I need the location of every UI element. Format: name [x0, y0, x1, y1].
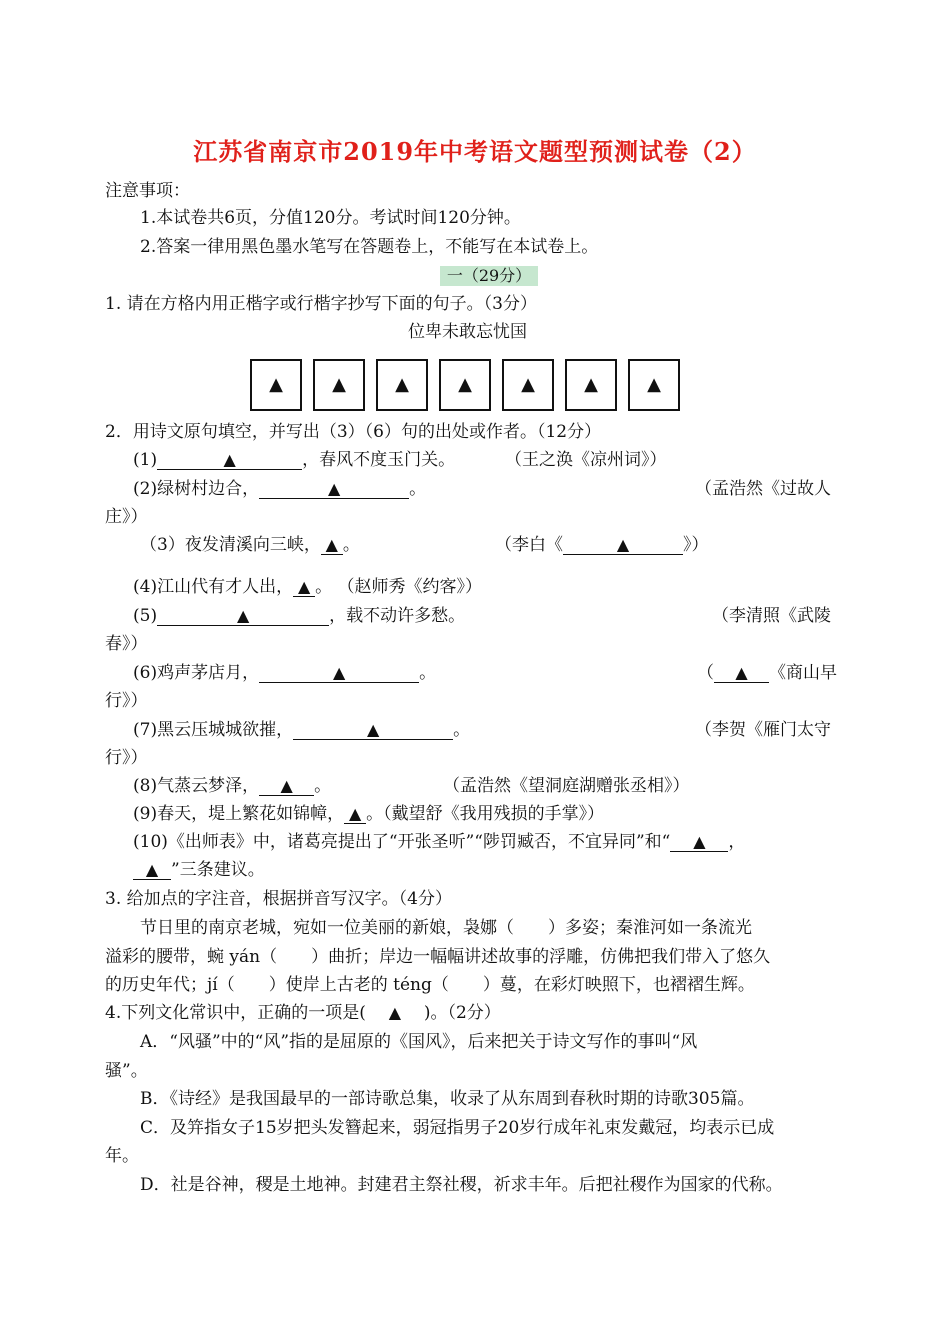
answer-blank: ▲ [259, 662, 419, 683]
q2-line-3: （3）夜发清溪向三峡， ▲ 。 [140, 535, 360, 555]
q2-line-7-source-cont: 行》） [105, 748, 148, 768]
answer-box: ▲ [439, 359, 491, 411]
q3-stem: 3. 给加点的字注音，根据拼音写汉字。（4分） [105, 889, 452, 909]
answer-blank: ▲ [157, 449, 302, 470]
answer-box: ▲ [628, 359, 680, 411]
q4-option-d: D．社是谷神，稷是土地神。封建君主祭社稷，祈求丰年。后把社稷作为国家的代称。 [140, 1175, 783, 1195]
q2-line-6-source: （ ▲ 《商山早 [697, 663, 837, 683]
answer-box: ▲ [313, 359, 365, 411]
q2-line-1-source: （王之涣《凉州词》） [505, 450, 667, 470]
q1-sentence: 位卑未敢忘忧国 [408, 322, 527, 342]
q4-option-b: B．《诗经》是我国最早的一部诗歌总集，收录了从东周到春秋时期的诗歌305篇。 [140, 1089, 755, 1109]
q2-stem: 2．用诗文原句填空，并写出（3）（6）句的出处或作者。（12分） [105, 422, 602, 442]
q2-line-5-source-cont: 春》） [105, 634, 148, 654]
answer-blank: ▲ [670, 831, 728, 852]
q2-line-2-source: （孟浩然《过故人 [695, 479, 831, 499]
q2-line-8-source: （孟浩然《望洞庭湖赠张丞相》） [443, 776, 690, 796]
q2-line-5: (5) ▲ ，载不动许多愁。 [133, 606, 466, 626]
q4-stem: 4.下列文化常识中，正确的一项是( ▲ )。（2分） [105, 1003, 501, 1023]
q4-option-c-cont: 年。 [105, 1146, 139, 1166]
q2-line-3-source: （李白《 ▲ 》） [495, 535, 709, 555]
q2-line-7: (7)黑云压城城欲摧， ▲ 。 [133, 720, 471, 740]
q4-option-a: A．“风骚”中的“风”指的是屈原的《国风》，后来把关于诗文写作的事叫“风 [140, 1032, 698, 1052]
q2-line-6-source-cont: 行》） [105, 691, 148, 711]
q2-line-8: (8)气蒸云梦泽， ▲ 。 [133, 776, 332, 796]
q4-option-c: C．及笄指女子15岁把头发簪起来，弱冠指男子20岁行成年礼束发戴冠，均表示已成 [140, 1118, 775, 1138]
q3-para-line-1: 节日里的南京老城，宛如一位美丽的新娘，袅娜（ ）多姿；秦淮河如一条流光 [140, 918, 752, 938]
notice-item-2: 2.答案一律用黑色墨水笔写在答题卷上，不能写在本试卷上。 [140, 237, 599, 257]
notice-heading: 注意事项： [105, 181, 190, 201]
answer-blank: ▲ [714, 662, 769, 683]
q2-line-2: (2)绿树村边合， ▲ 。 [133, 479, 427, 499]
answer-blank: ▲ [344, 803, 366, 824]
q1-stem: 1. 请在方格内用正楷字或行楷字抄写下面的句子。（3分） [105, 294, 537, 314]
q4-option-a-cont: 骚”。 [105, 1061, 148, 1081]
answer-blank: ▲ [157, 605, 329, 626]
q2-line-9: (9)春天，堤上繁花如锦幛， ▲ 。（戴望舒《我用残损的手掌》） [133, 804, 605, 824]
q3-para-line-3: 的历史年代；jí（ ）使岸上古老的 téng（ ）蔓，在彩灯映照下，也褶褶生辉。 [105, 975, 755, 995]
q2-line-10: (10)《出师表》中，诸葛亮提出了“开张圣听”“陟罚臧否，不宜异同”和“ ▲ ， [133, 832, 746, 852]
q2-line-4: (4)江山代有才人出， ▲ 。 （赵师秀《约客》） [133, 577, 482, 597]
answer-blank: ▲ [293, 576, 315, 597]
document-title: 江苏省南京市2019年中考语文题型预测试卷（2） [193, 137, 757, 166]
answer-blank: ▲ [321, 534, 343, 555]
notice-item-1: 1.本试卷共6页，分值120分。考试时间120分钟。 [140, 208, 521, 228]
answer-blank: ▲ [388, 1003, 402, 1022]
q2-line-1: (1) ▲ ，春风不度玉门关。 [133, 450, 456, 470]
answer-box: ▲ [565, 359, 617, 411]
q2-line-6: (6)鸡声茅店月， ▲ 。 [133, 663, 437, 683]
section-heading: 一（29分） [440, 266, 538, 286]
answer-blank: ▲ [259, 478, 409, 499]
q2-line-5-source: （李清照《武陵 [712, 606, 831, 626]
q2-line-2-source-cont: 庄》） [105, 507, 148, 527]
answer-box: ▲ [250, 359, 302, 411]
q1-answer-grid [250, 359, 690, 411]
answer-blank: ▲ [293, 719, 453, 740]
q2-line-10-cont: ▲ ”三条建议。 [133, 859, 265, 881]
answer-blank: ▲ [259, 775, 314, 796]
answer-blank: ▲ [133, 859, 171, 880]
answer-box: ▲ [376, 359, 428, 411]
answer-blank: ▲ [563, 534, 683, 555]
answer-box: ▲ [502, 359, 554, 411]
q3-para-line-2: 溢彩的腰带，蜿 yán（ ）曲折；岸边一幅幅讲述故事的浮雕，仿佛把我们带入了悠久 [105, 947, 771, 967]
q2-line-7-source: （李贺《雁门太守 [695, 720, 831, 740]
